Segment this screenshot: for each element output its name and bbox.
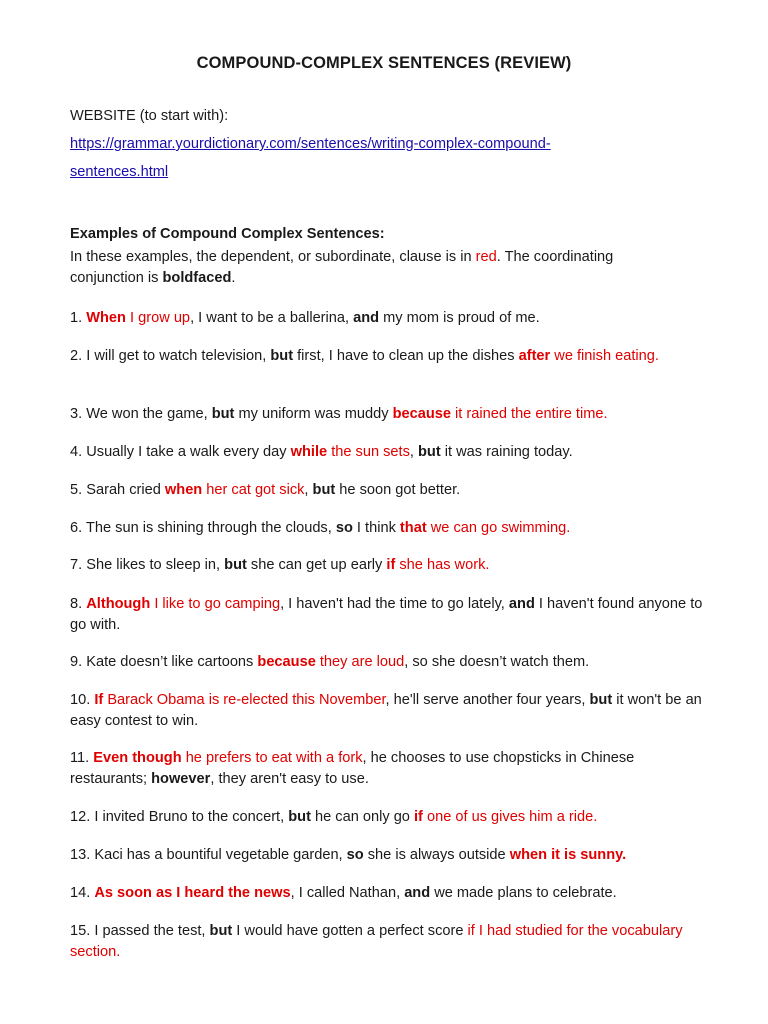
example-number: 1.	[70, 310, 87, 326]
sentence-text: we made plans to celebrate.	[430, 885, 617, 901]
example-sentence-4	[70, 442, 710, 463]
dependent-clause: Although	[86, 596, 151, 612]
sentence-text: it won't be an easy contest to win.	[70, 692, 702, 729]
sentence-text: ,	[409, 444, 418, 460]
dependent-clause: while	[290, 444, 328, 460]
sentence-text: I think	[352, 520, 400, 536]
sentence-text: it was raining today.	[440, 444, 573, 460]
dependent-clause: when it is sunny.	[509, 847, 627, 863]
coordinating-conjunction: and	[404, 885, 431, 901]
sentence-text: , he chooses to use chopsticks in Chinese restaurants;	[70, 750, 635, 787]
website-link-line1[interactable]: https://grammar.yourdictionary.com/sentences/writing-complex-compound-	[70, 136, 551, 152]
example-number: 7.	[70, 557, 87, 573]
example-number: 15.	[70, 923, 95, 939]
dependent-clause: If	[94, 692, 104, 708]
example-sentence-15	[70, 921, 710, 963]
sentence-text: my uniform was muddy	[234, 406, 393, 422]
example-number: 10.	[70, 692, 95, 708]
sentence-text: I invited Bruno to the concert,	[94, 809, 289, 825]
sentence-text: , he'll serve another four years,	[385, 692, 590, 708]
sentence-text: Sarah cried	[86, 482, 165, 498]
dependent-clause: we finish eating.	[550, 348, 659, 364]
dependent-clause: he prefers to eat with a fork	[181, 750, 363, 766]
dependent-clause: When	[86, 310, 126, 326]
sentence-text: Kate doesn’t like cartoons	[86, 654, 258, 670]
dependent-clause: because	[257, 654, 316, 670]
example-sentence-3	[70, 404, 710, 425]
sentence-text: , I called Nathan,	[290, 885, 405, 901]
example-sentence-10	[70, 690, 710, 732]
sentence-text: I passed the test,	[94, 923, 210, 939]
sentence-text: ,	[304, 482, 313, 498]
example-number: 8.	[70, 596, 87, 612]
coordinating-conjunction: so	[335, 520, 353, 536]
example-sentence-13	[70, 845, 710, 866]
example-number: 4.	[70, 444, 87, 460]
example-number: 6.	[70, 520, 86, 536]
coordinating-conjunction: however	[151, 771, 211, 787]
sentence-text: I would have gotten a perfect score	[232, 923, 468, 939]
coordinating-conjunction: but	[270, 348, 294, 364]
coordinating-conjunction: but	[209, 923, 233, 939]
page-title: COMPOUND-COMPLEX SENTENCES (REVIEW)	[196, 54, 572, 72]
sentence-text: he soon got better.	[335, 482, 461, 498]
example-number: 9.	[70, 654, 87, 670]
sentence-text: my mom is proud of me.	[379, 310, 540, 326]
sentence-text: Kaci has a bountiful vegetable garden,	[94, 847, 347, 863]
dependent-clause: Even though	[93, 750, 182, 766]
dependent-clause: that	[399, 520, 427, 536]
dependent-clause: one of us gives him a ride.	[422, 809, 598, 825]
dependent-clause: we can go swimming.	[426, 520, 571, 536]
dependent-clause: because	[392, 406, 451, 422]
dependent-clause: if	[386, 557, 396, 573]
website-link-line2[interactable]: sentences.html	[70, 164, 169, 180]
dependent-clause: her cat got sick	[202, 482, 305, 498]
example-number: 11.	[70, 750, 94, 766]
sentence-text: Usually I take a walk every day	[86, 444, 291, 460]
intro-text-4: .	[231, 270, 236, 286]
coordinating-conjunction: but	[211, 406, 235, 422]
dependent-clause: she has work.	[395, 557, 490, 573]
sentence-text: , so she doesn’t watch them.	[404, 654, 590, 670]
dependent-clause: I grow up	[125, 310, 191, 326]
example-number: 5.	[70, 482, 87, 498]
coordinating-conjunction: and	[508, 596, 535, 612]
examples-heading: Examples of Compound Complex Sentences:	[70, 226, 385, 242]
sentence-text: , I haven't had the time to go lately,	[280, 596, 509, 612]
coordinating-conjunction: so	[346, 847, 364, 863]
example-sentence-6	[70, 518, 710, 539]
intro-red-word: red	[475, 249, 497, 265]
sentence-text: The sun is shining through the clouds,	[85, 520, 336, 536]
dependent-clause: As soon as I heard the news	[94, 885, 291, 901]
example-sentence-2	[70, 346, 710, 367]
sentence-text: She likes to sleep in,	[86, 557, 225, 573]
dependent-clause: when	[164, 482, 203, 498]
dependent-clause: if I had studied for the vocabulary section.	[70, 923, 683, 960]
sentence-text: We won the game,	[86, 406, 212, 422]
coordinating-conjunction: but	[288, 809, 311, 825]
example-number: 3.	[70, 406, 87, 422]
example-sentence-14	[70, 883, 710, 904]
dependent-clause: it rained the entire time.	[450, 406, 608, 422]
sentence-text: she can get up early	[246, 557, 387, 573]
coordinating-conjunction: but	[589, 692, 613, 708]
example-sentence-8	[70, 594, 710, 636]
coordinating-conjunction: but	[224, 557, 247, 573]
intro-text-2: . The coordinating	[496, 249, 614, 265]
dependent-clause: the sun sets	[327, 444, 410, 460]
dependent-clause: after	[518, 348, 551, 364]
sentence-text: she is always outside	[363, 847, 510, 863]
sentence-text: he can only go	[310, 809, 414, 825]
example-number: 14.	[70, 885, 95, 901]
sentence-text: , they aren't easy to use.	[210, 771, 369, 787]
example-sentence-9	[70, 652, 710, 673]
website-label: WEBSITE (to start with):	[70, 108, 229, 124]
sentence-text: I will get to watch television,	[86, 348, 271, 364]
sentence-text: I haven't found anyone to go with.	[70, 596, 703, 633]
intro-text-3: conjunction is	[70, 270, 163, 286]
example-number: 2.	[70, 348, 87, 364]
sentence-text: , I want to be a ballerina,	[190, 310, 354, 326]
intro-text-1: In these examples, the dependent, or subordinate, clause is in	[70, 249, 476, 265]
example-sentence-5	[70, 480, 710, 501]
coordinating-conjunction: but	[418, 444, 441, 460]
dependent-clause: Barack Obama is re-elected this November	[103, 692, 386, 708]
dependent-clause: I like to go camping	[150, 596, 281, 612]
intro-paragraph	[70, 247, 710, 289]
example-sentence-1	[70, 308, 710, 329]
dependent-clause: they are loud	[315, 654, 405, 670]
intro-bold-word: boldfaced	[162, 270, 232, 286]
dependent-clause: if	[413, 809, 423, 825]
sentence-text: first, I have to clean up the dishes	[293, 348, 519, 364]
example-sentence-7	[70, 555, 710, 576]
example-number: 13.	[70, 847, 95, 863]
example-sentence-11	[70, 748, 710, 790]
example-sentence-12	[70, 807, 710, 828]
example-number: 12.	[70, 809, 95, 825]
coordinating-conjunction: but	[312, 482, 336, 498]
coordinating-conjunction: and	[353, 310, 380, 326]
